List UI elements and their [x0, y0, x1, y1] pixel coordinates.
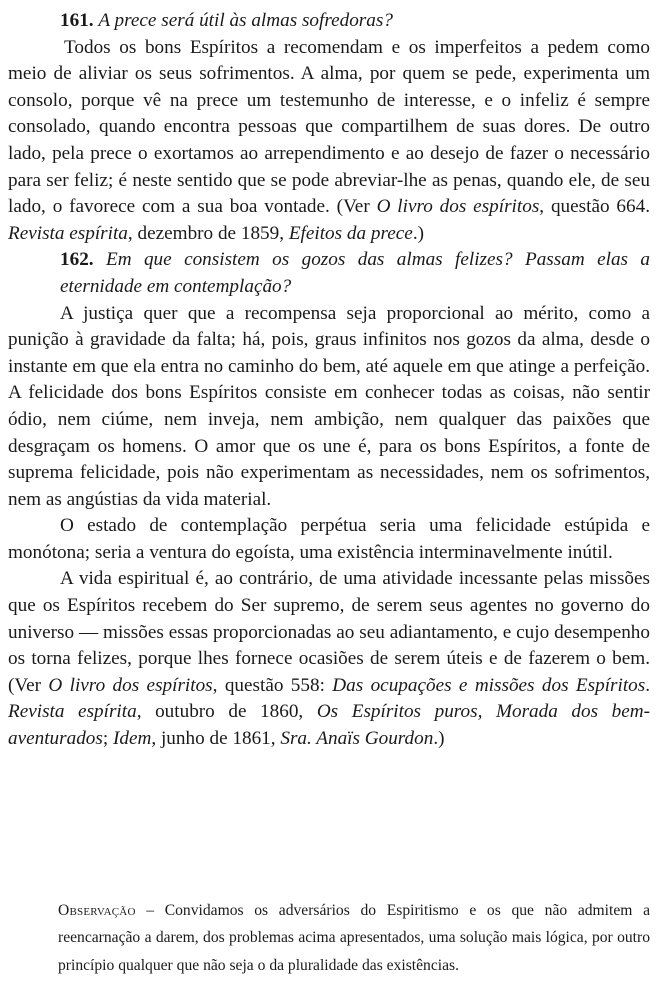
answer-text: , junho de 1861,: [151, 728, 281, 750]
article-title: Os Espíritos puros, Morada dos bem-aventurados: [8, 701, 650, 750]
note-label: Observação: [58, 902, 136, 919]
question-number: 162.: [60, 249, 94, 271]
question-text: Em que consistem os gozos das almas felizes? Passam elas a eternidade em contemplação?: [60, 249, 650, 297]
answer-text: , questão 558:: [212, 674, 333, 696]
observation-note: [58, 897, 650, 979]
note-text: – Convidamos os adversários do Espiritismo e os que não admitem a reencarnação a darem, dos problemas acima apresentados, uma solução mais lógica, por outro princípio qualquer que não seja o da pluralidade das existências.: [58, 902, 650, 974]
answer-161: [8, 35, 650, 248]
question-161: [8, 8, 650, 35]
article-title: Sra. Anaïs Gourdon: [280, 728, 434, 750]
answer-text: .): [412, 222, 424, 244]
question-number: 161.: [60, 10, 94, 31]
journal-title: Revista espírita: [8, 701, 137, 723]
idem-ref: Idem: [113, 728, 152, 750]
book-title: O livro dos espíritos: [48, 674, 213, 696]
answer-text: A vida espiritual é, ao contrário, de uma atividade incessante pelas missões que os Espíritos recebem do Ser supremo, de serem seus agentes no governo do universo — missões essas proporcionadas ao seu adiantamento, e cujo desempenho os torna felizes, porque lhes fornece ocasiões de serem úteis e de fazerem o bem. (Ver: [8, 568, 650, 696]
answer-162-paragraph-2: O estado de contemplação perpétua seria uma felicidade estúpida e monótona; seria a ventura do egoísta, uma existência interminavelmente inútil.: [8, 515, 650, 563]
answer-162-paragraph-1: A justiça quer que a recompensa seja proporcional ao mérito, como a punição à gravidade da falta; há, pois, graus infinitos nos gozos da alma, desde o instante em que ela entra no caminho do bem, até aquele em que atinge a perfeição. A felicidade dos bons Espíritos consiste em conhecer todas as coisas, não sentir ódio, nem ciúme, nem inveja, nem ambição, nem qualquer das paixões que desgraçam os homens. O amor que os une é, para os bons Espíritos, a fonte de suprema felicidade, pois não experimentam as necessidades, nem os sofrimentos, nem as angústias da vida material.: [8, 302, 650, 510]
answer-text: .): [433, 728, 445, 750]
journal-title: Revista espírita: [8, 222, 128, 244]
answer-text: .: [645, 674, 651, 696]
answer-162-paragraph-3: [8, 566, 650, 752]
answer-text: ;: [102, 728, 114, 750]
answer-text: Todos os bons Espíritos a recomendam e os imperfeitos a pedem como meio de aliviar os seus sofrimentos. A alma, por quem se pede, experimenta um consolo, porque vê na prece um testemunho de interesse, e o infeliz é sempre consolado, quando encontra pessoas que compartilhem de suas dores. De outro lado, pela prece o exortamos ao arrependimento e ao desejo de fazer o necessário para ser feliz; é neste sentido que se pode abreviar-lhe as penas, quando ele, de seu lado, o favorece com a sua boa vontade. (Ver: [8, 36, 650, 218]
question-162: [8, 247, 650, 300]
answer-text: , questão 664.: [539, 196, 650, 218]
question-text: A prece será útil às almas sofredoras?: [98, 10, 393, 31]
book-title: O livro dos espíritos: [376, 196, 540, 218]
main-text: [8, 8, 650, 753]
chapter-title: Das ocupações e missões dos Espíritos: [332, 674, 646, 696]
answer-text: , outubro de 1860,: [136, 701, 317, 723]
article-title: Efeitos da prece: [288, 222, 413, 244]
answer-text: , dezembro de 1859,: [127, 222, 289, 244]
